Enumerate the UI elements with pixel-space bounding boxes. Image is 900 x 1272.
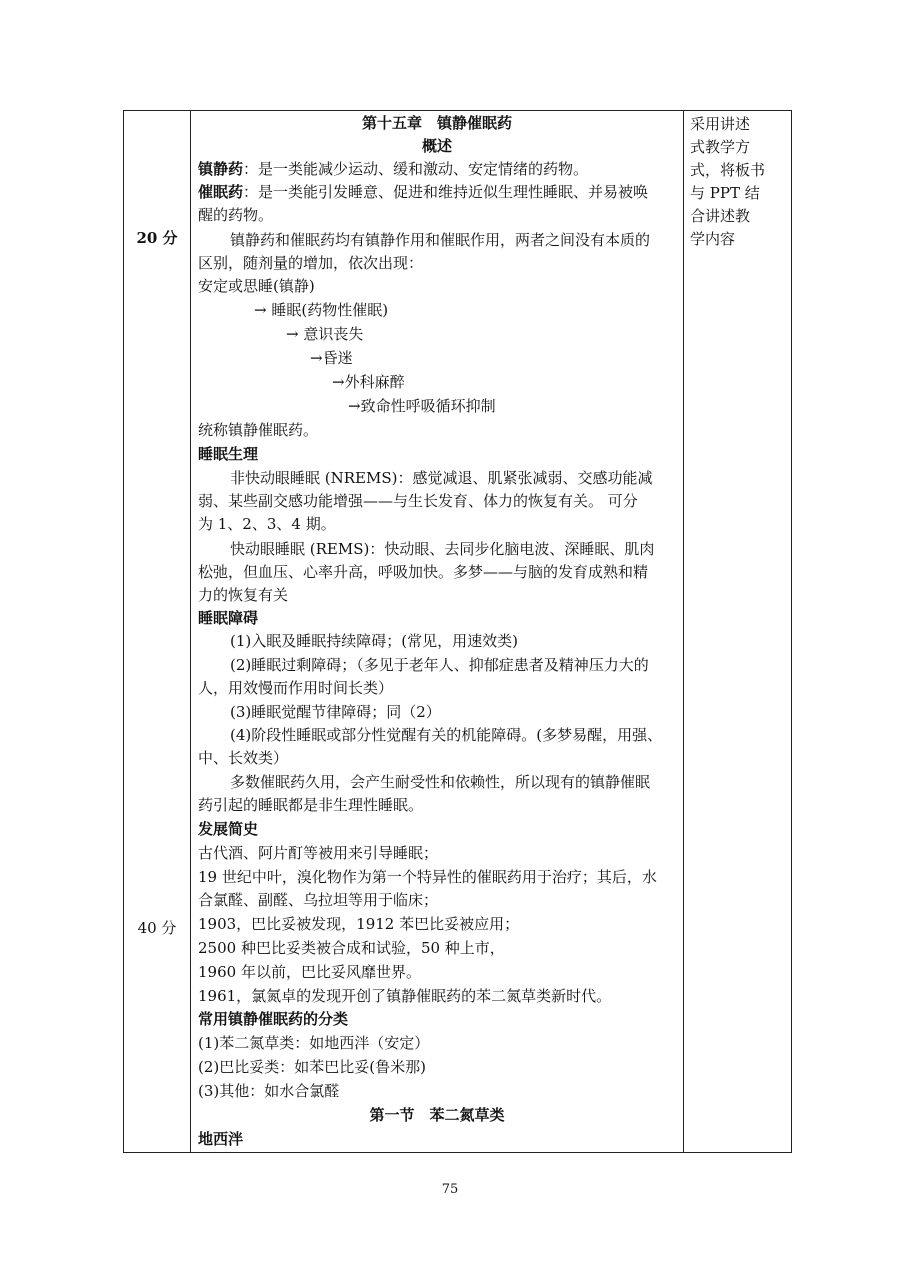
notes-column <box>683 110 792 1153</box>
notes-line: 采用讲述 <box>690 115 751 133</box>
text-line: 力的恢复有关 <box>198 586 289 604</box>
sequence-item: →昏迷 <box>310 349 353 367</box>
notes-line: 与 PPT 结 <box>690 184 760 202</box>
text-line: 中、长效类） <box>198 749 289 767</box>
section-title: 第一节 苯二氮草类 <box>369 1106 505 1124</box>
text-line: 1961，氯氮卓的发现开创了镇静催眠药的苯二氮草类新时代。 <box>198 987 612 1005</box>
hypnotic-definition <box>198 181 648 203</box>
list-item: (3)其他：如水合氯醛 <box>198 1082 340 1100</box>
text-line: 古代酒、阿片酊等被用来引导睡眠； <box>198 844 439 862</box>
text-line: 人，用效慢而作用时间长类） <box>198 679 394 697</box>
time-label-40: 40 分 <box>137 919 177 937</box>
sequence-item: →外科麻醉 <box>332 373 405 391</box>
text-line: 松弛，但血压、心率升高，呼吸加快。多梦——与脑的发育成熟和精 <box>198 563 649 581</box>
hypnotic-def-text: ：是一类能引发睡意、促进和维持近似生理性睡眠、并易被唤 <box>243 183 649 201</box>
list-item: (2)巴比妥类：如苯巴比妥(鲁米那) <box>198 1058 426 1076</box>
page-number: 75 <box>441 1182 459 1197</box>
list-item: (1)入眠及睡眠持续障碍；(常见，用速效类) <box>230 632 518 650</box>
section-heading: 常用镇静催眠药的分类 <box>198 1010 349 1028</box>
text-line: 区别，随剂量的增加，依次出现： <box>198 254 424 272</box>
text-line: 19 世纪中叶，溴化物作为第一个特异性的催眠药用于治疗；其后，水 <box>198 868 657 886</box>
section-heading: 发展简史 <box>198 820 259 838</box>
list-item: (1)苯二氮草类：如地西泮（安定） <box>198 1034 430 1052</box>
text-line: 1960 年以前，巴比妥风靡世界。 <box>198 963 421 981</box>
notes-line: 合讲述教 <box>690 207 751 225</box>
section-heading: 睡眠障碍 <box>198 609 259 627</box>
text-line: 统称镇静催眠药。 <box>198 421 319 439</box>
list-item: (2)睡眠过剩障碍；（多见于老年人、抑郁症患者及精神压力大的 <box>230 656 649 674</box>
time-label-20: 20 分 <box>136 229 178 247</box>
hypnotic-term: 催眠药 <box>198 183 244 201</box>
notes-line: 式，将板书 <box>690 161 766 179</box>
sequence-item: → 睡眠(药物性催眠) <box>254 301 389 319</box>
time-column <box>123 110 191 1153</box>
sequence-item: →致命性呼吸循环抑制 <box>348 397 496 415</box>
notes-line: 式教学方 <box>690 138 751 156</box>
text-line: 醒的药物。 <box>198 206 274 224</box>
text-line: 为 1、2、3、4 期。 <box>198 515 336 533</box>
notes-line: 学内容 <box>690 230 736 248</box>
text-line: 快动眼睡眠 (REMS)：快动眼、去同步化脑电波、深睡眠、肌肉 <box>230 540 655 558</box>
text-line: 多数催眠药久用，会产生耐受性和依赖性，所以现有的镇静催眠 <box>230 773 651 791</box>
text-line: 非快动眼睡眠 (NREMS)：感觉减退、肌紧张减弱、交感功能减 <box>230 469 653 487</box>
text-line: 药引起的睡眠都是非生理性睡眠。 <box>198 796 424 814</box>
list-item: (3)睡眠觉醒节律障碍；同（2） <box>230 703 441 721</box>
section-heading: 睡眠生理 <box>198 445 259 463</box>
text-line: 1903，巴比妥被发现，1912 苯巴比妥被应用； <box>198 915 520 933</box>
text-line: 合氯醛、副醛、乌拉坦等用于临床； <box>198 891 439 909</box>
chapter-title: 第十五章 镇静催眠药 <box>361 114 512 132</box>
text-line: 2500 种巴比妥类被合成和试验，50 种上市， <box>198 939 505 957</box>
text-line: 镇静药和催眠药均有镇静作用和催眠作用，两者之间没有本质的 <box>230 231 651 249</box>
sedative-def-text: ：是一类能减少运动、缓和激动、安定情绪的药物。 <box>243 160 589 178</box>
sequence-item: 安定或思睡(镇静) <box>198 277 315 295</box>
subheading: 地西泮 <box>198 1130 244 1148</box>
sequence-item: → 意识丧失 <box>286 325 364 343</box>
text-line: 弱、某些副交感功能增强——与生长发育、体力的恢复有关。 可分 <box>198 492 638 510</box>
sedative-definition <box>198 158 588 180</box>
list-item: (4)阶段性睡眠或部分性觉醒有关的机能障碍。(多梦易醒，用强、 <box>230 726 663 744</box>
overview-title: 概述 <box>421 137 452 155</box>
sedative-term: 镇静药 <box>198 160 244 178</box>
